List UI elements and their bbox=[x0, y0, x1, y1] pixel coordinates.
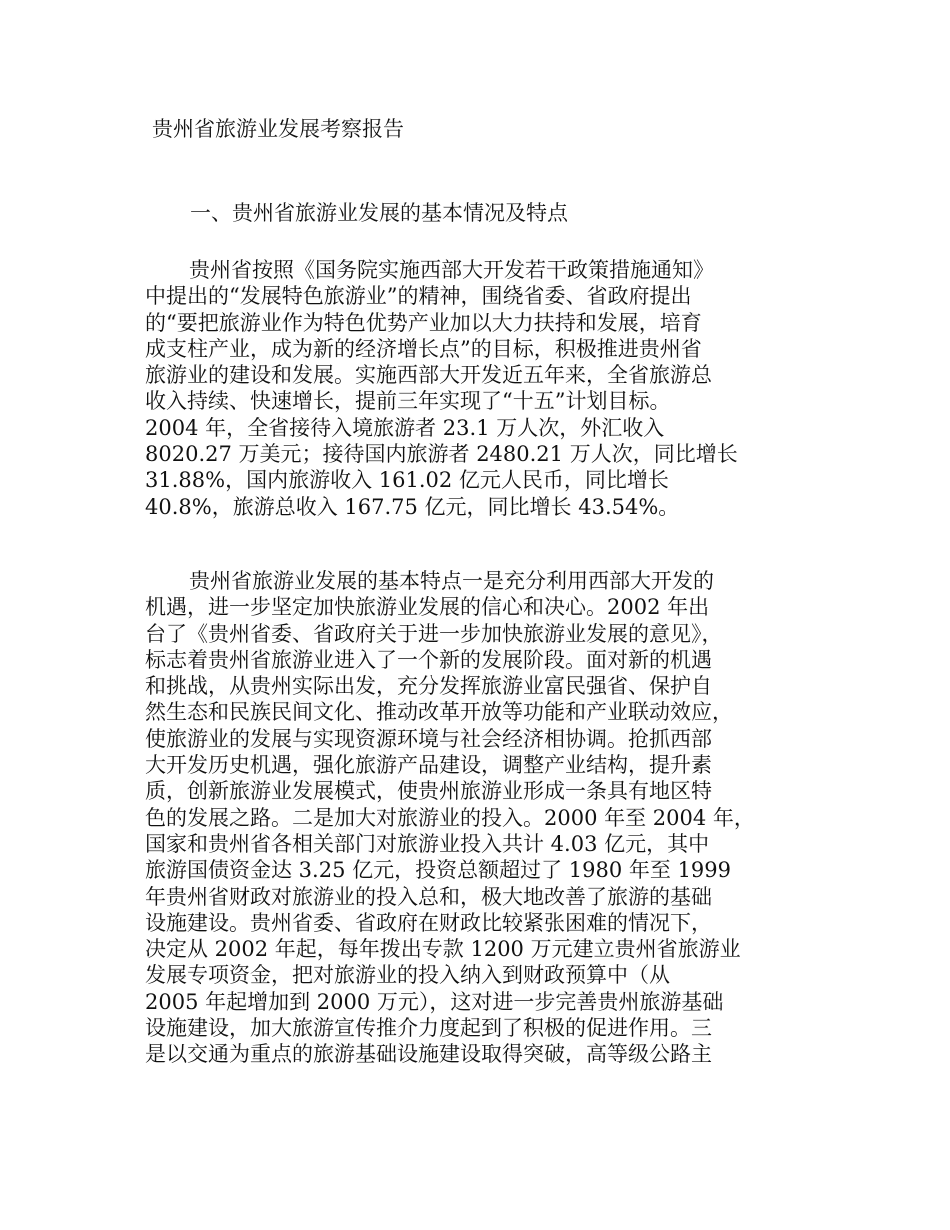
paragraph-line: 贵州省旅游业发展的基本特点一是充分利用西部大开发的 bbox=[189, 569, 714, 593]
document-title: 贵州省旅游业发展考察报告 bbox=[152, 117, 404, 141]
paragraph-line: 旅游业的建设和发展。实施西部大开发近五年来，全省旅游总 bbox=[145, 363, 712, 388]
paragraph-line: 标志着贵州省旅游业进入了一个新的发展阶段。面对新的机遇 bbox=[145, 647, 712, 672]
paragraph-line: 然生态和民族民间文化、推动改革开放等功能和产业联动效应， bbox=[145, 700, 733, 725]
paragraph-line: 年贵州省财政对旅游业的投入总和，极大地改善了旅游的基础 bbox=[145, 884, 712, 909]
paragraph-line: 质，创新旅游业发展模式，使贵州旅游业形成一条具有地区特 bbox=[145, 779, 712, 804]
paragraph-line: 中提出的“发展特色旅游业”的精神，围绕省委、省政府提出 bbox=[145, 284, 692, 309]
section-heading: 一、贵州省旅游业发展的基本情况及特点 bbox=[190, 201, 568, 225]
paragraph-line: 是以交通为重点的旅游基础设施建设取得突破，高等级公路主 bbox=[145, 1042, 712, 1067]
paragraph-line: 2004 年，全省接待入境旅游者 23.1 万人次，外汇收入 bbox=[145, 415, 665, 440]
paragraph-line: 收入持续、快速增长，提前三年实现了“十五”计划目标。 bbox=[145, 389, 671, 414]
paragraph-line: 发展专项资金，把对旅游业的投入纳入到财政预算中（从 bbox=[145, 963, 670, 988]
paragraph-line: 的“要把旅游业作为特色优势产业加以大力扶持和发展，培育 bbox=[145, 310, 702, 335]
paragraph-line: 8020.27 万美元；接待国内旅游者 2480.21 万人次，同比增长 bbox=[145, 442, 738, 467]
paragraph-basic-situation bbox=[145, 257, 825, 520]
paragraph-line: 设施建设。贵州省委、省政府在财政比较紧张困难的情况下， bbox=[145, 910, 712, 935]
paragraph-line: 决定从 2002 年起，每年拨出专款 1200 万元建立贵州省旅游业 bbox=[145, 937, 741, 962]
paragraph-line: 贵州省按照《国务院实施西部大开发若干政策措施通知》 bbox=[189, 258, 714, 282]
paragraph-line: 大开发历史机遇，强化旅游产品建设，调整产业结构，提升素 bbox=[145, 753, 712, 778]
paragraph-line: 31.88%，国内旅游收入 161.02 亿元人民币，同比增长 bbox=[145, 468, 669, 493]
paragraph-line: 2005 年起增加到 2000 万元），这对进一步完善贵州旅游基础 bbox=[145, 989, 724, 1014]
paragraph-line: 成支柱产业，成为新的经济增长点”的目标，积极推进贵州省 bbox=[145, 336, 702, 361]
paragraph-line: 使旅游业的发展与实现资源环境与社会经济相协调。抢抓西部 bbox=[145, 726, 712, 751]
paragraph-line: 色的发展之路。二是加大对旅游业的投入。2000 年至 2004 年， bbox=[145, 805, 755, 830]
paragraph-line: 设施建设，加大旅游宣传推介力度起到了积极的促进作用。三 bbox=[145, 1016, 712, 1041]
paragraph-line: 旅游国债资金达 3.25 亿元，投资总额超过了 1980 年至 1999 bbox=[145, 858, 732, 883]
paragraph-basic-features bbox=[145, 568, 825, 1068]
paragraph-line: 40.8%，旅游总收入 167.75 亿元，同比增长 43.54%。 bbox=[145, 494, 680, 519]
paragraph-line: 台了《贵州省委、省政府关于进一步加快旅游业发展的意见》， bbox=[145, 621, 723, 646]
paragraph-line: 国家和贵州省各相关部门对旅游业投入共计 4.03 亿元，其中 bbox=[145, 831, 710, 856]
paragraph-line: 机遇，进一步坚定加快旅游业发展的信心和决心。2002 年出 bbox=[145, 595, 710, 620]
paragraph-line: 和挑战，从贵州实际出发，充分发挥旅游业富民强省、保护自 bbox=[145, 674, 712, 699]
